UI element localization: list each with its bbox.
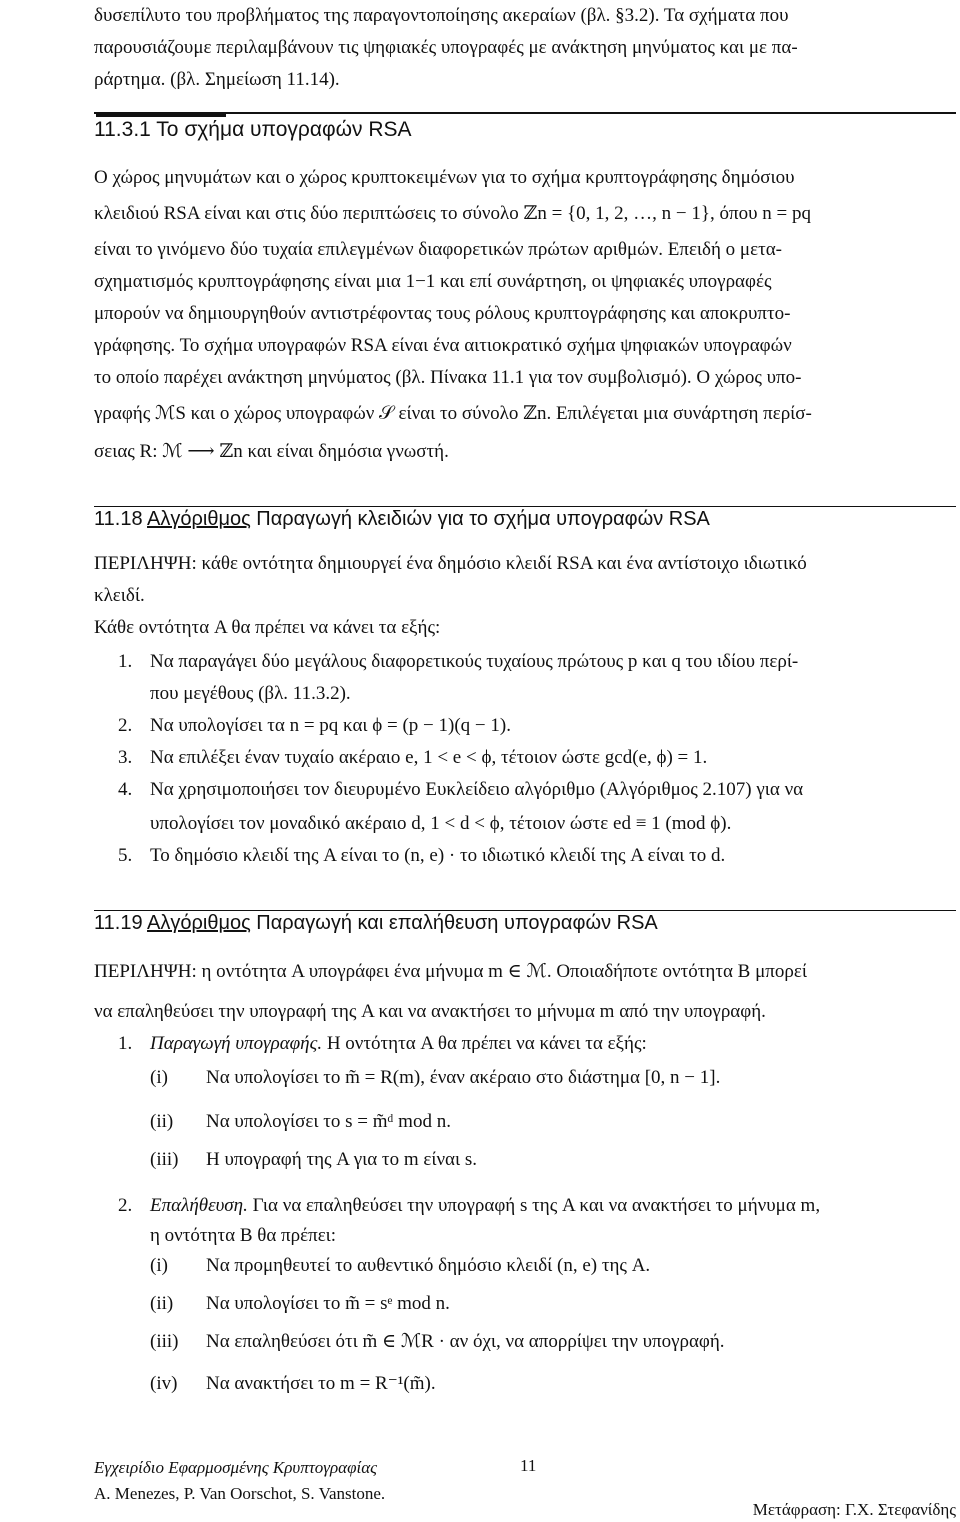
alg19-part-2 (0, 1190, 960, 1222)
alg18-step-4-cont (0, 808, 960, 840)
alg18-title (94, 508, 710, 531)
footer-translation: Μετάφραση: Γ.Χ. Στεφανίδης (752, 1500, 956, 1519)
alg19-keyword: Αλγόριθμος (147, 912, 251, 934)
sub-number: (iii) (150, 1149, 179, 1170)
section-line-7: το οποίο παρέχει ανάκτηση μηνύματος (βλ. Πίνακα 11.1 για τον συμβολισμό). Ο χώρος υπο- (94, 367, 802, 388)
alg18-step-2 (0, 710, 960, 742)
sub-number: (i) (150, 1255, 168, 1276)
section-line-3: είναι το γινόμενο δύο τυχαία επιλεγμένων διαφορετικών πρώτων αριθμών. Επειδή ο μετα- (94, 239, 782, 260)
step-text-cont: που μεγέθους (βλ. 11.3.2). (150, 683, 351, 704)
alg19-number: 11.19 (94, 912, 143, 934)
step-text: Το δημόσιο κλειδί της A είναι το (n, e) · το ιδιωτικό κλειδί της A είναι το d. (150, 845, 726, 866)
sub-text: Να προμηθευτεί το αυθεντικό δημόσιο κλειδί (n, e) της A. (206, 1255, 651, 1276)
section-line-8: γραφής ℳS και ο χώρος υπογραφών 𝒮 είναι το σύνολο ℤn. Επιλέγεται μια συνάρτηση περίσ- (94, 403, 812, 424)
intro-line-3: ράρτημα. (βλ. Σημείωση 11.14). (94, 69, 340, 90)
alg18-step-4 (0, 774, 960, 806)
step-number: 1. (118, 651, 133, 672)
step-text: Να χρησιμοποιήσει τον διευρυμένο Ευκλείδειο αλγόριθμο (Αλγόριθμος 2.107) για να (150, 779, 804, 800)
alg19-part-1 (0, 1028, 960, 1060)
footer-page-number: 11 (520, 1456, 537, 1475)
alg19-part-1-sub-iii (0, 1144, 960, 1176)
step-text-cont: υπολογίσει τον μοναδικό ακέραιο d, 1 < d < ϕ, τέτοιον ώστε ed ≡ 1 (mod ϕ). (150, 813, 732, 834)
alg18-step-1 (0, 646, 960, 678)
alg19-part-1-sub-i (0, 1062, 960, 1094)
footer-book-title: Εγχειρίδιο Εφαρμοσμένης Κρυπτογραφίας (94, 1458, 378, 1477)
part-number: 2. (118, 1195, 133, 1216)
footer-authors: A. Menezes, P. Van Oorschot, S. Vanstone. (94, 1484, 386, 1503)
section-line-6: γράφησης. Το σχήμα υπογραφών RSA είναι ένα αιτιοκρατικό σχήμα ψηφιακών υπογραφών (94, 335, 792, 356)
section-line-1: Ο χώρος μηνυμάτων και ο χώρος κρυπτοκειμένων για το σχήμα κρυπτογράφησης δημόσιου (94, 167, 795, 188)
step-text: Να επιλέξει έναν τυχαίο ακέραιο e, 1 < e < ϕ, τέτοιον ώστε gcd(e, ϕ) = 1. (150, 747, 708, 768)
part-text (150, 1190, 956, 1222)
alg18-lead: Κάθε οντότητα A θα πρέπει να κάνει τα εξής: (94, 617, 441, 638)
section-line-4: σχηματισμός κρυπτογράφησης είναι μια 1−1 και επί συνάρτηση, οι ψηφιακές υπογραφές (94, 271, 772, 292)
alg19-part-2-sub-iv (0, 1368, 960, 1400)
sub-text: Να ανακτήσει το m = R⁻¹(m̃). (206, 1373, 436, 1394)
sub-text: Να υπολογίσει το m̃ = sᵉ mod n. (206, 1293, 450, 1314)
section-title: 11.3.1 Το σχήμα υπογραφών RSA (94, 118, 412, 141)
alg19-summary-line-2: να επαληθεύσει την υπογραφή της A και να ανακτήσει το μήνυμα m από την υπογραφή. (94, 1001, 766, 1022)
alg18-summary-line-1: ΠΕΡΙΛΗΨΗ: κάθε οντότητα δημιουργεί ένα δημόσιο κλειδί RSA και ένα αντίστοιχο ιδιωτικό (94, 553, 807, 574)
alg19-summary-line-1: ΠΕΡΙΛΗΨΗ: η οντότητα A υπογράφει ένα μήνυμα m ∈ ℳ. Οποιαδήποτε οντότητα B μπορεί (94, 961, 807, 982)
section-paragraph (94, 162, 956, 468)
part-text (150, 1028, 956, 1060)
alg18-summary-line-2: κλειδί. (94, 585, 145, 606)
alg18-step-1-cont (0, 678, 960, 710)
alg19-part-2-sub-i (0, 1250, 960, 1282)
part-text-cont: η οντότητα B θα πρέπει: (150, 1225, 337, 1246)
alg19-title (94, 912, 658, 935)
alg18-summary (94, 548, 956, 644)
section-line-2: κλειδιού RSA είναι και στις δύο περιπτώσεις το σύνολο ℤn = {0, 1, 2, …, n − 1}, όπου n = pq (94, 203, 811, 224)
alg19-summary (94, 956, 956, 1028)
sub-text: Η υπογραφή της A για το m είναι s. (206, 1149, 477, 1170)
alg19-part-1-sub-ii (0, 1106, 960, 1138)
alg18-number: 11.18 (94, 508, 143, 530)
alg18-step-5 (0, 840, 960, 872)
step-number: 3. (118, 747, 133, 768)
step-number: 5. (118, 845, 133, 866)
sub-text: Να υπολογίσει το s = m̃ᵈ mod n. (206, 1111, 451, 1132)
step-number: 4. (118, 779, 133, 800)
alg19-name: Παραγωγή και επαλήθευση υπογραφών RSA (256, 912, 658, 934)
section-rule-accent (96, 112, 226, 117)
part-number: 1. (118, 1033, 133, 1054)
part-rest: Για να επαληθεύσει την υπογραφή s της A και να ανακτήσει το μήνυμα m, (247, 1195, 821, 1216)
intro-paragraph (94, 0, 956, 96)
sub-number: (iv) (150, 1373, 178, 1394)
alg18-step-3 (0, 742, 960, 774)
step-text: Να υπολογίσει τα n = pq και ϕ = (p − 1)(q − 1). (150, 715, 511, 736)
sub-number: (i) (150, 1067, 168, 1088)
alg18-keyword: Αλγόριθμος (147, 508, 251, 530)
sub-text: Να επαληθεύσει ότι m̃ ∈ ℳR · αν όχι, να απορρίψει την υπογραφή. (206, 1331, 725, 1352)
sub-text: Να υπολογίσει το m̃ = R(m), έναν ακέραιο στο διάστημα [0, n − 1]. (206, 1067, 721, 1088)
sub-number: (ii) (150, 1111, 174, 1132)
part-heading: Επαλήθευση. (150, 1195, 248, 1216)
sub-number: (ii) (150, 1293, 174, 1314)
alg19-part-2-sub-ii (0, 1288, 960, 1320)
alg19-part-2-cont (0, 1220, 960, 1252)
part-rest: Η οντότητα A θα πρέπει να κάνει τα εξής: (322, 1033, 647, 1054)
section-line-9: σειας R: ℳ ⟶ ℤn και είναι δημόσια γνωστή. (94, 441, 449, 462)
sub-number: (iii) (150, 1331, 179, 1352)
step-text: Να παραγάγει δύο μεγάλους διαφορετικούς τυχαίους πρώτους p και q του ιδίου περί- (150, 651, 799, 672)
step-number: 2. (118, 715, 133, 736)
alg19-rule (94, 910, 956, 911)
part-heading: Παραγωγή υπογραφής. (150, 1033, 323, 1054)
alg18-name: Παραγωγή κλειδιών για το σχήμα υπογραφών RSA (256, 508, 710, 530)
alg19-part-2-sub-iii (0, 1326, 960, 1358)
intro-line-1: δυσεπίλυτο του προβλήματος της παραγοντοποίησης ακεραίων (βλ. §3.2). Τα σχήματα που (94, 5, 789, 26)
section-line-5: μπορούν να δημιουργηθούν αντιστρέφοντας τους ρόλους κρυπτογράφησης και αποκρυπτο- (94, 303, 791, 324)
intro-line-2: παρουσιάζουμε περιλαμβάνουν τις ψηφιακές υπογραφές με ανάκτηση μηνύματος και με πα- (94, 37, 798, 58)
alg18-rule (94, 506, 956, 507)
